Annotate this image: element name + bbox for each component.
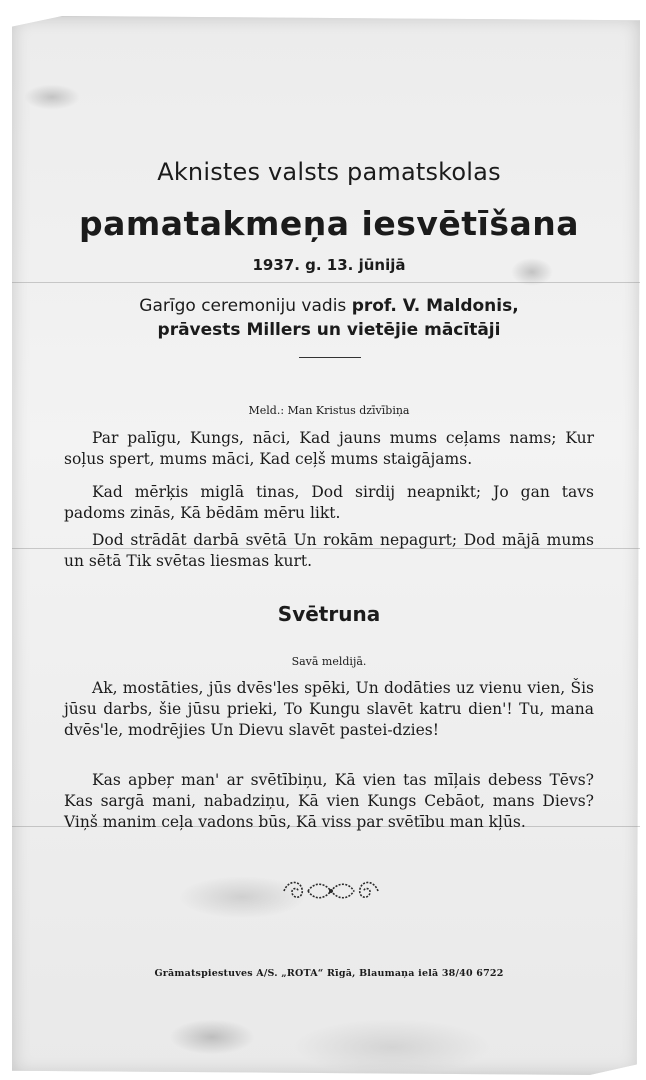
event-date: 1937. g. 13. jūnijā [252,256,406,274]
hymn-melody: Meld.: Man Kristus dzīvībiņa [248,404,410,417]
hymn-stanza-3: Dod strādāt darbā svētā Un rokām nepagurt; Dod mājā mums un sētā Tik svētas liesmas kurt. [64,531,594,570]
fold-line [12,282,640,283]
event-title: pamatakmeņa iesvētīšana [78,204,580,243]
hymn-stanza-2: Kad mērķis miglā tinas, Dod sirdij neapnikt; Jo gan tavs padoms zinās, Kā bēdām mēru likt. [64,483,594,522]
sermon-stanza-1: Ak, mostāties, jūs dvēs'les spēki, Un dodāties uz vienu vien, Šis jūsu darbs, šie jūsu prieki, To Kungu slavēt katru dien'! Tu, mana dvēs'le, modrējies Un Dievu slavēt pastei-dzies! [64,679,594,739]
school-name: Aknistes valsts pamatskolas [157,158,501,186]
decorative-swirl-icon [278,876,384,906]
divider-rule [299,357,361,358]
ceremony-leaders [64,294,594,342]
hymn-stanza-1: Par palīgu, Kungs, nāci, Kad jauns mums ceļams nams; Kur soļus spert, mums māci, Kad ceļš mums staigājams. [64,429,594,468]
section-heading: Svētruna [277,602,381,626]
leaders-prefix: Garīgo ceremoniju vadis [139,296,347,316]
sermon-stanza-2: Kas apbeŗ man' ar svētībiņu, Kā vien tas mīļais debess Tēvs? Kas sargā mani, nabadziņu, Kā vien Kungs Cebāot, mans Dievs? Viņš manim ceļa vadons būs, Kā viss par svētību man kļūs. [64,771,594,831]
printer-imprint: Grāmatspiestuves A/S. „ROTA“ Rīgā, Blaumaņa ielā 38/40 6722 [154,968,504,979]
sermon-melody: Savā meldijā. [291,655,367,668]
leaders-line-2: prāvests Millers un vietējie mācītāji [157,320,501,340]
leaders-main: prof. V. Maldonis, [351,296,519,316]
